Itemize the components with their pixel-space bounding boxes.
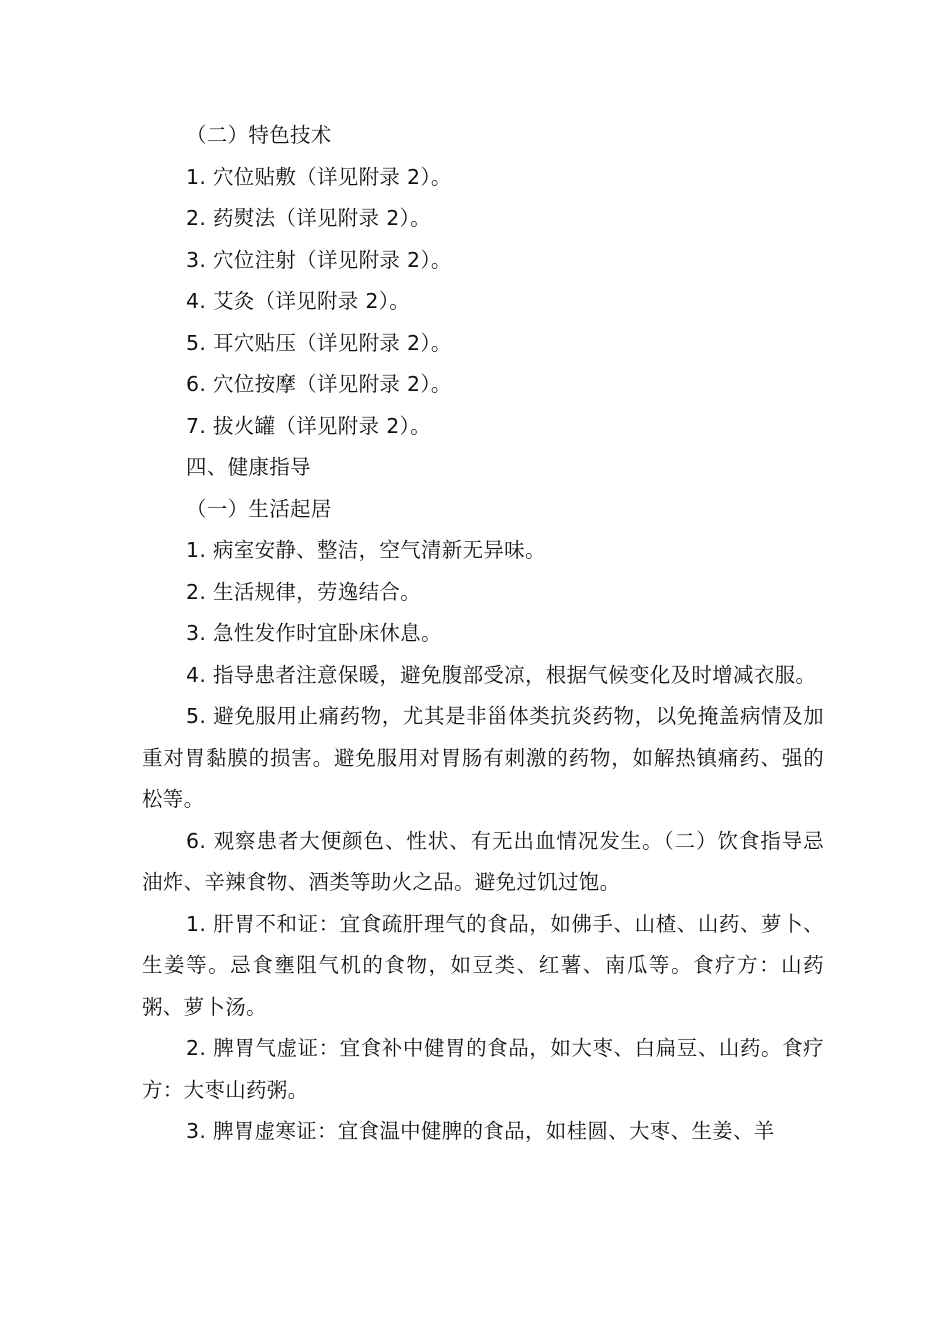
list-item: 3. 穴位注射（详见附录 2）。 (186, 247, 452, 272)
list-item: 3. 急性发作时宜卧床休息。 (186, 621, 442, 645)
document-body (142, 115, 824, 1153)
list-item: 1. 病室安静、整洁，空气清新无异味。 (186, 538, 546, 562)
section-heading-daily-living: （一）生活起居 (186, 496, 332, 521)
list-item: 2. 脾胃气虚证：宜食补中健胃的食品，如大枣、白扁豆、山药。食疗方：大枣山药粥。 (142, 1036, 824, 1102)
section-heading-special-techniques: （二）特色技术 (186, 123, 332, 147)
list-item: 4. 艾灸（详见附录 2）。 (186, 289, 411, 313)
section-heading-health-guidance: 四、健康指导 (186, 455, 311, 479)
list-item: 6. 观察患者大便颜色、性状、有无出血情况发生。（二）饮食指导忌油炸、辛辣食物、酒类等助火之品。避免过饥过饱。 (142, 828, 824, 894)
list-item: 1. 穴位贴敷（详见附录 2）。 (186, 164, 452, 189)
list-item: 2. 生活规律，劳逸结合。 (186, 579, 421, 604)
list-item: 1. 肝胃不和证：宜食疏肝理气的食品，如佛手、山楂、山药、萝卜、生姜等。忌食壅阻气机的食物，如豆类、红薯、南瓜等。食疗方：山药粥、萝卜汤。 (142, 911, 824, 1019)
list-item: 7. 拔火罐（详见附录 2）。 (186, 413, 431, 438)
list-item: 3. 脾胃虚寒证：宜食温中健脾的食品，如桂圆、大枣、生姜、羊 (186, 1119, 775, 1143)
list-item: 2. 药熨法（详见附录 2）。 (186, 206, 431, 230)
list-item: 4. 指导患者注意保暖，避免腹部受凉，根据气候变化及时增减衣服。 (186, 662, 817, 687)
list-item: 6. 穴位按摩（详见附录 2）。 (186, 372, 452, 396)
list-item: 5. 避免服用止痛药物，尤其是非甾体类抗炎药物，以免掩盖病情及加重对胃黏膜的损害。避免服用对胃肠有刺激的药物，如解热镇痛药、强的松等。 (142, 704, 824, 811)
list-item: 5. 耳穴贴压（详见附录 2）。 (186, 330, 452, 355)
